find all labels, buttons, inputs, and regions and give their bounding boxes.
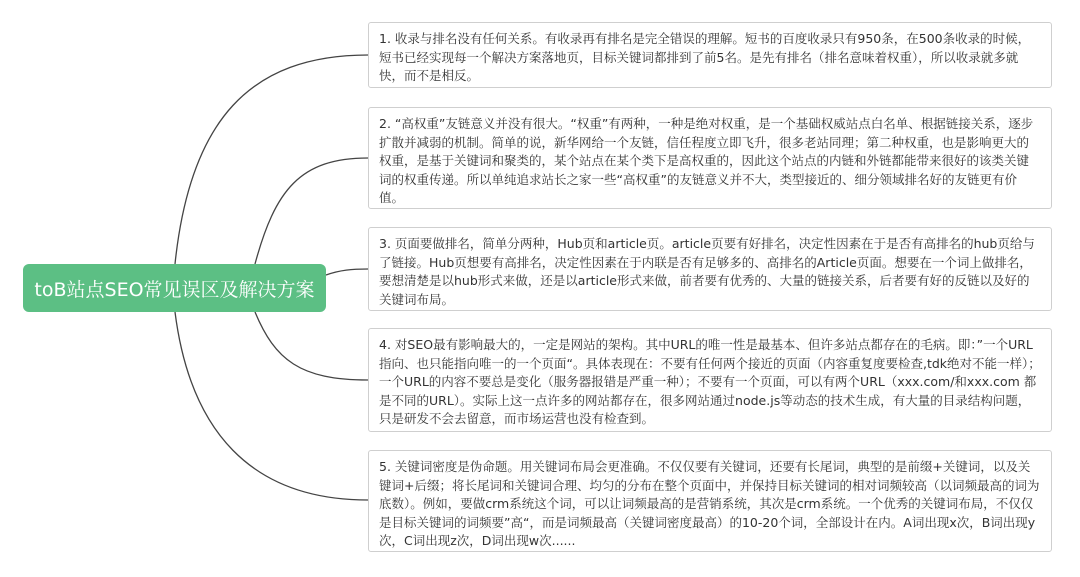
topic-node-1[interactable] <box>368 22 1052 88</box>
topic-node-4-text: 4. 对SEO最有影响最大的，一定是网站的架构。其中URL的唯一性是最基本、但许多站点都存在的毛病。即：”一个URL指向、也只能指向唯一的一个页面“。具体表现在：不要有任何两个接近的页面（内容重复度要检查,tdk绝对不能一样）；一个URL的内容不要总是变化（服务器报错是严重一种）；不要有一个页面，可以有两个URL（xxx.com/和xxx.com 都是不同的URL）。实际上这一点许多的网站都存在，很多网站通过node.js等动态的技术生成，有大量的目录结构问题，只是研发不会去留意，而市场运营也没有检查到。 <box>379 337 1041 426</box>
topic-node-3[interactable] <box>368 227 1052 311</box>
topic-node-5[interactable] <box>368 450 1052 552</box>
root-topic-title: toB站点SEO常见误区及解决方案 <box>34 278 315 301</box>
topic-node-5-text: 5. 关键词密度是伪命题。用关键词布局会更准确。不仅仅要有关键词，还要有长尾词，典型的是前缀+关键词，以及关键词+后缀；将长尾词和关键词合理、均匀的分布在整个页面中，并保持目标关键词的相对词频较高（以词频最高的词为底数）。例如，要做crm系统这个词，可以让词频最高的是营销系统，其次是crm系统。一个优秀的关键词布局，不仅仅是目标关键词的词频要”高“，而是词频最高（关键词密度最高）的10-20个词，全部设计在内。A词出现x次，B词出现y次，C词出现z次，D词出现w次...... <box>379 459 1040 548</box>
connector-node-1 <box>175 55 368 264</box>
root-topic[interactable] <box>23 264 326 312</box>
topic-node-3-text: 3. 页面要做排名，简单分两种，Hub页和article页。article页要有好排名，决定性因素在于是否有高排名的hub页给与了链接。Hub页想要有高排名，决定性因素在于内联是否有足够多的、高排名的Article页面。想要在一个词上做排名，要想清楚是以hub形式来做，还是以article形式来做，前者要有优秀的、大量的链接关系，后者要有好的反链以及好的关键词布局。 <box>379 236 1035 307</box>
topic-node-2-text: 2. “高权重”友链意义并没有很大。“权重”有两种，一种是绝对权重，是一个基础权威站点白名单、根据链接关系，逐步扩散并减弱的机制。简单的说，新华网给一个友链，信任程度立即飞升，很多老站同理；第二种权重，也是影响更大的权重，是基于关键词和聚类的，某个站点在某个类下是高权重的，因此这个站点的内链和外链都能带来很好的该类关键词的权重传递。所以单纯追求站长之家一些“高权重”的友链意义并不大，类型接近的、细分领域排名好的友链更有价值。 <box>379 116 1034 205</box>
topic-node-1-text: 1. 收录与排名没有任何关系。有收录再有排名是完全错误的理解。短书的百度收录只有950条，在500条收录的时候，短书已经实现每一个解决方案落地页，目标关键词都排到了前5名。是先有排名（排名意味着权重），所以收录就多就快，而不是相反。 <box>379 31 1031 83</box>
topic-node-4[interactable] <box>368 328 1052 432</box>
topic-node-2[interactable] <box>368 107 1052 209</box>
connector-node-2 <box>255 158 368 264</box>
connector-node-4 <box>255 312 368 380</box>
connector-node-3 <box>326 269 368 275</box>
connector-node-5 <box>175 312 368 500</box>
